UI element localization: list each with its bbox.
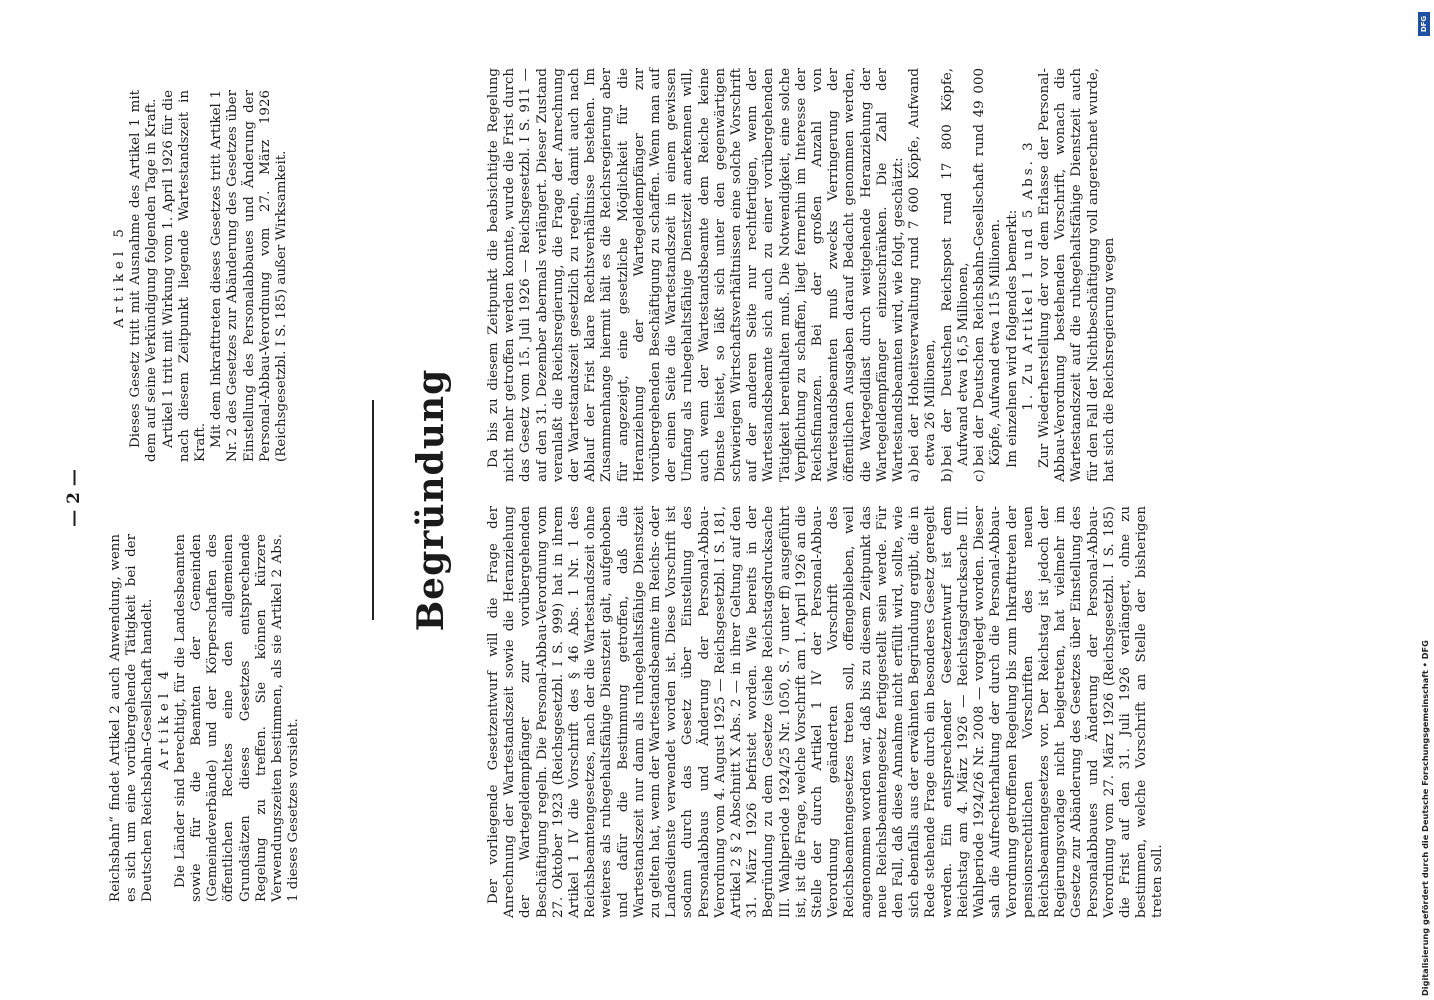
paragraph: Zur Wiederherstellung der vor dem Erlasse der Personal-Abbau-Verordnung bestehenden Vorschrift, wonach die Wartestandszeit auf die ruhegehaltsfähige Dienstzeit auch für den Fall der Nichtbeschäftigung voll angerechnet wurde, hat sich die Reichsregierung wegen (1036, 68, 1117, 482)
page-number: — 2 — (64, 469, 84, 527)
paragraph: Im einzelnen wird folgendes bemerkt: (1004, 209, 1020, 468)
dfg-logo-text: DFG (1420, 15, 1428, 33)
list-item-text: bei der Deutschen Reichsbahn-Gesellschaft rund 49 000 Köpfe, Aufwand etwa 115 Millionen. (972, 68, 1004, 466)
column-bottom-left (486, 506, 1167, 918)
paragraph: Mit dem Inkrafttreten dieses Gesetzes tritt Artikel 1 Nr. 2 des Gesetzes zur Abänderung des Gesetzes über Einstellung des Personalabbaues und Änderung der Personal-Abbau-Verordnung vom 27. März 1926 (Reichsgesetzbl. I S. 185) außer Wirksamkeit. (209, 90, 290, 462)
column-top-left (108, 534, 302, 902)
paragraph: Reichsbahn“ findet Artikel 2 auch Anwendung, wenn es sich um eine vorübergehende Tätigkeit bei der Deutschen Reichsbahn-Gesellschaft handelt. (108, 534, 156, 902)
list-item-label: c) (972, 469, 988, 482)
paragraph: Der vorliegende Gesetzentwurf will die Frage der Anrechnung der Wartestandszeit sowie die Heranziehung der Wartegeldempfänger zur vorübergehenden Beschäftigung regeln. Die Personal-Abbau-Verordnung vom 27. Oktober 1923 (Reichsgesetzbl. I S. 999) hat in ihrem Artikel 1 IV die Vorschrift des § 46 Abs. 1 Nr. 1 des Reichsbeamtengesetzes, nach der die Wartestandszeit ohne weiteres als ruhegehaltsfähige Dienstzeit galt, aufgehoben und dafür die Bestimmung getroffen, daß die Wartestandszeit nur dann als ruhegehaltsfähige Dienstzeit zu gelten hat, wenn der Wartestandsbeamte im Reichs- oder Landesdienste verwendet worden ist. Diese Vorschrift ist sodann durch das Gesetz über Einstellung des Personalabbaus und Änderung der Personal-Abbau-Verordnung vom 4. August 1925 — Reichsgesetzbl. I S. 181, Artikel 2 § 2 Abschnitt X Abs. 2 — in ihrer Geltung auf den 31. März 1926 befristet worden. Wie bereits in der Begründung zu dem Gesetze (siehe Reichstagsdrucksache III. Wahlperiode 1924/25 Nr. 1050, S. 7 unter ff) ausgeführt ist, ist die Frage, welche Vorschrift am 1. April 1926 an die Stelle der durch Artikel 1 IV der Personal-Abbau-Verordnung geänderten Vorschrift des Reichsbeamtengesetzes treten soll, offengeblieben, weil angenommen worden war, daß bis zu diesem Zeitpunkt das neue Reichsbeamtengesetz fertiggestellt sein werde. Für den Fall, daß diese Annahme nicht erfüllt wird, sollte, wie sich ebenfalls aus der erwähnten Begründung ergibt, die in Rede stehende Frage durch ein besonderes Gesetz geregelt werden. Ein entsprechender Gesetzentwurf ist dem Reichstag am 4. März 1926 — Reichstagsdrucksache III. Wahlperiode 1924/26 Nr. 2008 — vorgelegt worden. Dieser sah die Aufrechterhaltung der durch die Personal-Abbau-Verordnung getroffenen Regelung bis zum Inkrafttreten der pensionsrechtlichen Vorschriften des neuen Reichsbeamtengesetzes vor. Der Reichstag ist jedoch der Regierungsvorlage nicht beigetreten, hat vielmehr im Gesetze zur Abänderung des Gesetzes über Einstellung des Personalabbaues und Änderung der Personal-Abbau-Verordnung vom 27. März 1926 (Reichsgesetzbl. I S. 185) die Frist auf den 31. Juli 1926 verlängert, ohne zu bestimmen, welche Vorschrift an Stelle der bisherigen treten soll. (486, 506, 1166, 918)
paragraph: Die Länder sind berechtigt, für die Landesbeamten sowie für die Beamten der Gemeinden (Gemeindeverbände) und der Körperschaften des öffentlichen Rechtes eine den allgemeinen Grundsätzen dieses Gesetzes entsprechende Regelung zu treffen. Sie können kürzere Verwendungszeiten bestimmen, als sie Artikel 2 Abs. 1 dieses Gesetzes vorsieht. (172, 534, 302, 902)
list-item-label: a) (907, 468, 923, 482)
section-heading: Begründung (410, 368, 452, 632)
subsection-title: 1. Zu Artikel 1 und 5 Abs. 3 (1020, 139, 1036, 411)
credit-text: Digitalisierung gefördert durch die Deutsche Forschungsgemeinschaft • DFG (1420, 640, 1430, 996)
paragraph: Da bis zu diesem Zeitpunkt die beabsichtigte Regelung nicht mehr getroffen werden konnte, wurde die Frist durch das Gesetz vom 15. Juli 1926 — Reichsgesetzbl. I S. 911 — auf den 31. Dezember abermals verlängert. Dieser Zustand veranlaßt die Reichsregierung, die Frage der Anrechnung der Wartestandszeit gesetzlich zu regeln, damit auch nach Ablauf der Frist klare Rechtsverhältnisse bestehen. Im Zusammenhange hiermit hält es die Reichsregierung aber für angezeigt, eine gesetzliche Möglichkeit für die Heranziehung der Wartegeldempfänger zur vorübergehenden Beschäftigung zu schaffen. Wenn man auf der einen Seite die Wartestandszeit in einem gewissen Umfang als ruhegehaltsfähige Dienstzeit anerkennen will, auch wenn der Wartestandsbeamte dem Reiche keine Dienste leistet, so läßt sich unter den gegenwärtigen schwierigen Wirtschaftsverhältnissen eine solche Vorschrift auf der anderen Seite nur rechtfertigen, wenn der Wartestandsbeamte sich auch zu einer vorübergehenden Tätigkeit bereithalten muß. Die Notwendigkeit, eine solche Verpflichtung zu schaffen, liegt fernerhin im Interesse der Reichsfinanzen. Bei der großen Anzahl von Wartestandsbeamten muß zwecks Verringerung der öffentlichen Ausgaben darauf Bedacht genommen werden, die Wartegeldlast durch weitgehende Heranziehung der Wartegeldempfänger einzuschränken. Die Zahl der Wartestandsbeamten wird, wie folgt, geschätzt: (486, 68, 907, 482)
column-bottom-right (486, 68, 1118, 482)
list-item-label: b) (939, 468, 955, 482)
list-item-text: bei der Deutschen Reichspost rund 17 800 Köpfe, Aufwand etwa 16,5 Millionen, (939, 68, 971, 466)
article-4-title: Artikel 4 (156, 666, 172, 770)
section-divider (372, 400, 374, 620)
column-top-right (112, 90, 290, 462)
list-item (907, 68, 939, 482)
list-item-text: bei der Hoheitsverwaltung rund 7 600 Köpfe, Aufwand etwa 26 Millionen, (907, 68, 939, 466)
article-5-title: Artikel 5 (112, 224, 127, 328)
list-item (972, 68, 1004, 482)
paragraph: Dieses Gesetz tritt mit Ausnahme des Artikel 1 mit dem auf seine Verkündigung folgenden Tage in Kraft. (128, 90, 160, 462)
paragraph: Artikel 1 tritt mit Wirkung vom 1. April 1926 für die nach diesem Zeitpunkt liegende Wartestandszeit in Kraft. (160, 90, 209, 462)
list-item (940, 68, 972, 482)
estimate-list (907, 68, 1004, 482)
